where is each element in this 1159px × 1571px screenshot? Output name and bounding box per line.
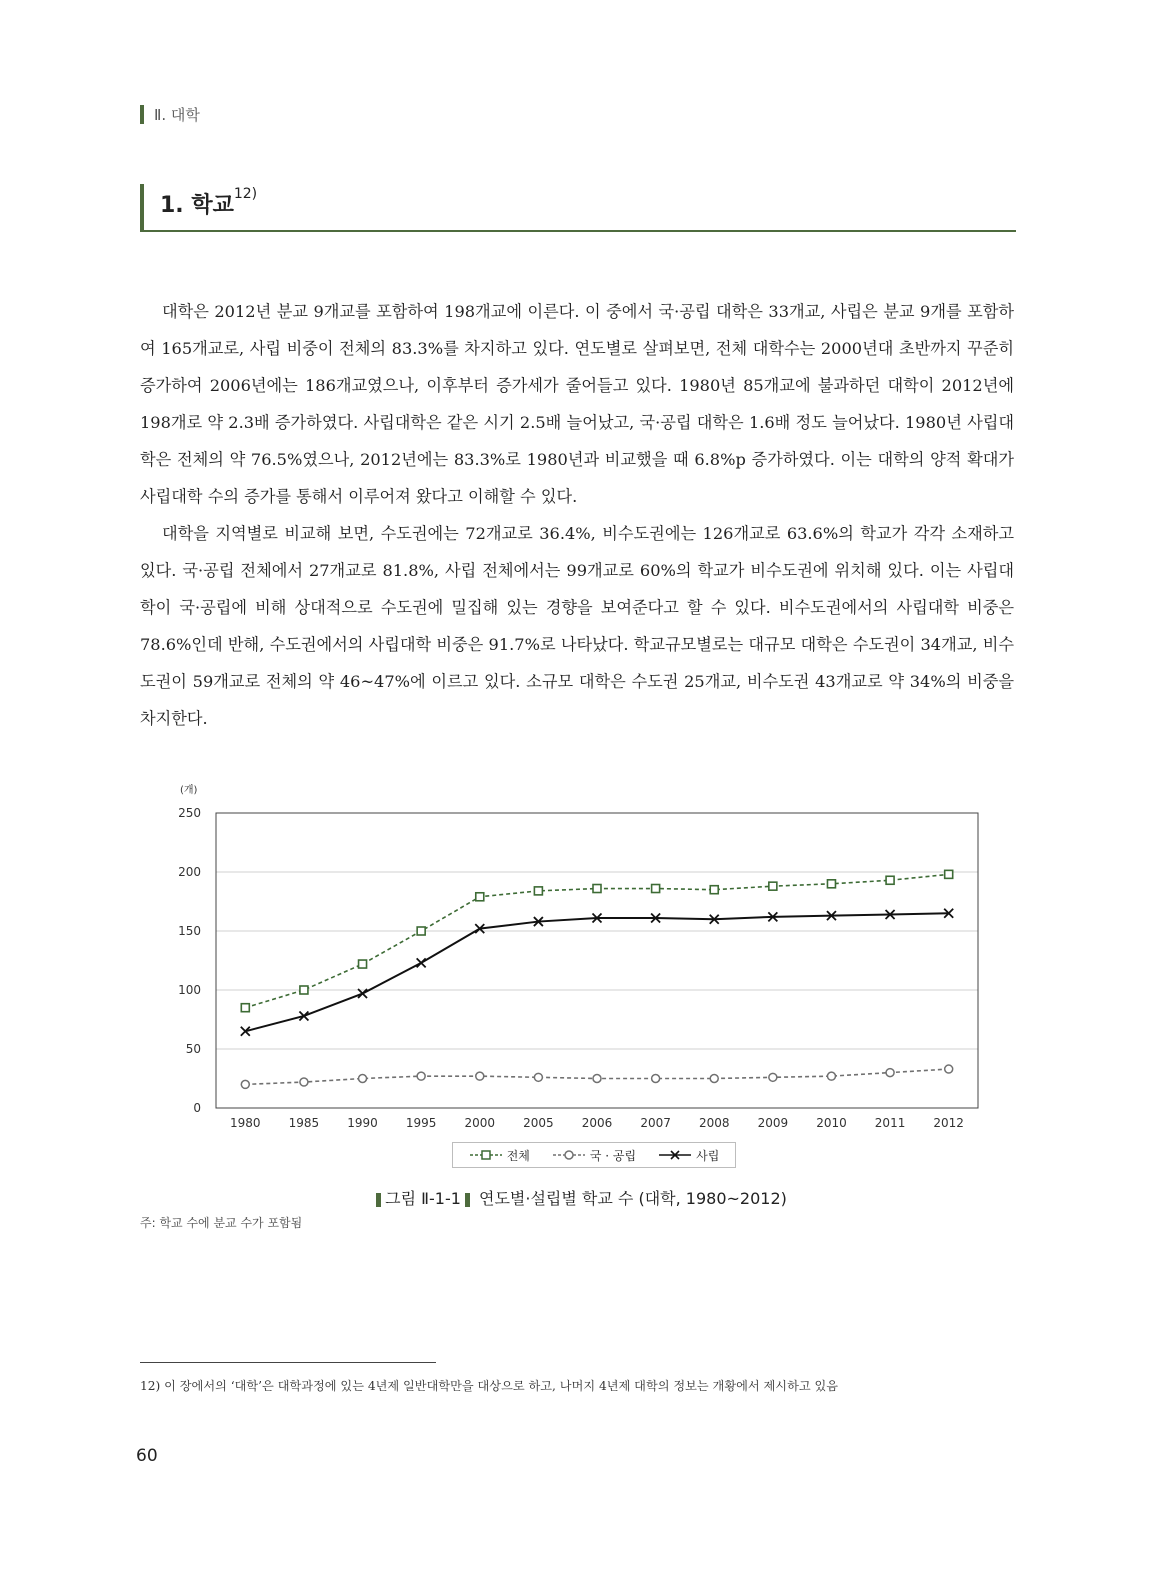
x-tick-labels xyxy=(230,1116,964,1130)
caption-mark-left xyxy=(376,1193,381,1207)
data-point-circle xyxy=(710,1075,718,1083)
data-point-square xyxy=(300,986,308,994)
data-point-circle xyxy=(359,1075,367,1083)
legend-item-public xyxy=(552,1147,636,1164)
x-tick-label: 2012 xyxy=(933,1116,964,1130)
page-number: 60 xyxy=(136,1446,158,1466)
legend-item-private xyxy=(658,1147,719,1164)
paragraph-2: 대학을 지역별로 비교해 보면, 수도권에는 72개교로 36.4%, 비수도권에는 126개교로 63.6%의 학교가 각각 소재하고 있다. 국·공립 전체에서 27개교로 81.8%, 사립 전체에서는 99개교로 60%의 학교가 비수도권에 위치해 있다. 이는 사립대학이 국·공립에 비해 상대적으로 수도권에 밀집해 있는 경향을 보여준다고 할 수 있다. 비수도권에서의 사립대학 비중은 78.6%인데 반해, 수도권에서의 사립대학 비중은 91.7%로 나타났다. 학교규모별로는 대규모 대학은 수도권이 34개교, 비수도권이 59개교로 전체의 약 46~47%에 이르고 있다. 소규모 대학은 수도권 25개교, 비수도권 43개교로 약 34%의 비중을 차지한다. xyxy=(140,524,1014,728)
data-point-square xyxy=(593,885,601,893)
figure-label: 그림 xyxy=(385,1189,417,1208)
legend-marker-circle-icon xyxy=(552,1149,586,1161)
data-point-square xyxy=(417,927,425,935)
data-point-x xyxy=(417,958,426,967)
chart-svg xyxy=(140,775,1020,1175)
data-point-circle xyxy=(827,1072,835,1080)
data-point-circle xyxy=(417,1072,425,1080)
data-point-square xyxy=(945,870,953,878)
legend-label-public: 국 · 공립 xyxy=(589,1148,637,1163)
data-point-square xyxy=(769,882,777,890)
legend-label-private: 사립 xyxy=(696,1148,720,1163)
data-point-square xyxy=(534,887,542,895)
paragraph-1: 대학은 2012년 분교 9개교를 포함하여 198개교에 이른다. 이 중에서 국·공립 대학은 33개교, 사립은 분교 9개를 포함하여 165개교로, 사립 비중이 전체의 83.3%를 차지하고 있다. 연도별로 살펴보면, 전체 대학수는 2000년대 초반까지 꾸준히 증가하여 2006년에는 186개교였으나, 이후부터 증가세가 줄어들고 있다. 1980년 85개교에 불과하던 대학이 2012년에 198개로 약 2.3배 증가하였다. 사립대학은 같은 시기 2.5배 늘어났고, 국·공립 대학은 1.6배 정도 늘어났다. 1980년 사립대학은 전체의 약 76.5%였으나, 2012년에는 83.3%로 1980년과 비교했을 때 6.8%p 증가하였다. 이는 대학의 양적 확대가 사립대학 수의 증가를 통해서 이루어져 왔다고 이해할 수 있다. xyxy=(140,302,1014,506)
data-point-circle xyxy=(769,1073,777,1081)
y-tick-label: 0 xyxy=(193,1101,201,1115)
data-point-square xyxy=(652,885,660,893)
running-head xyxy=(140,104,200,125)
x-tick-label: 2008 xyxy=(698,1116,730,1130)
data-point-circle xyxy=(945,1065,953,1073)
section-heading-bar xyxy=(140,184,144,230)
data-point-circle xyxy=(886,1069,894,1077)
data-point-square xyxy=(476,893,484,901)
x-tick-label: 2007 xyxy=(640,1116,671,1130)
x-tick-label: 1990 xyxy=(347,1116,378,1130)
y-tick-label: 50 xyxy=(185,1042,201,1056)
section-title: 1. 학교 xyxy=(160,193,234,218)
running-head-text: Ⅱ. 대학 xyxy=(154,106,200,124)
x-tick-label: 2010 xyxy=(816,1116,847,1130)
data-point-square xyxy=(359,960,367,968)
data-point-square xyxy=(827,880,835,888)
body-text xyxy=(140,293,1014,737)
running-head-bar xyxy=(140,105,144,124)
caption-mark-right xyxy=(465,1193,470,1207)
footnote: 12) 이 장에서의 ‘대학’은 대학과정에 있는 4년제 일반대학만을 대상으로 하고, 나머지 4년제 대학의 정보는 개황에서 제시하고 있음 xyxy=(140,1379,839,1393)
data-point-circle xyxy=(652,1075,660,1083)
x-tick-label: 1985 xyxy=(288,1116,320,1130)
x-tick-label: 2006 xyxy=(581,1116,613,1130)
section-heading xyxy=(140,182,1016,232)
series-line-0 xyxy=(245,874,948,1007)
x-tick-label: 2011 xyxy=(874,1116,906,1130)
x-tick-label: 2005 xyxy=(523,1116,554,1130)
section-heading-text xyxy=(160,188,257,219)
series-group xyxy=(241,870,953,1088)
data-point-circle xyxy=(241,1080,249,1088)
data-point-square xyxy=(241,1004,249,1012)
x-tick-label: 2009 xyxy=(757,1116,789,1130)
legend-label-total: 전체 xyxy=(506,1148,530,1163)
x-tick-label: 1980 xyxy=(230,1116,261,1130)
data-point-square xyxy=(710,886,718,894)
data-point-circle xyxy=(476,1072,484,1080)
y-tick-label: 250 xyxy=(178,806,201,820)
legend-marker-square-icon xyxy=(469,1149,503,1161)
y-unit-label: (개) xyxy=(180,785,198,796)
x-tick-label: 1995 xyxy=(405,1116,437,1130)
legend-item-total xyxy=(469,1147,530,1164)
y-tick-label: 100 xyxy=(178,983,201,997)
x-tick-label: 2000 xyxy=(464,1116,496,1130)
footnote-ref[interactable]: 12) xyxy=(233,186,258,202)
figure-note: 주: 학교 수에 분교 수가 포함됨 xyxy=(140,1216,303,1230)
figure-title: 연도별·설립별 학교 수 (대학, 1980~2012) xyxy=(479,1189,787,1208)
chart-legend xyxy=(452,1142,736,1168)
grid-lines xyxy=(216,872,978,1049)
plot-frame xyxy=(216,813,978,1108)
data-point-circle xyxy=(593,1075,601,1083)
y-tick-label: 150 xyxy=(178,924,201,938)
data-point-circle xyxy=(300,1078,308,1086)
data-point-circle xyxy=(534,1073,542,1081)
y-tick-labels xyxy=(178,806,201,1115)
figure-caption xyxy=(0,1186,1159,1209)
line-chart xyxy=(140,775,1020,1175)
data-point-square xyxy=(886,876,894,884)
y-tick-label: 200 xyxy=(178,865,201,879)
figure-number: Ⅱ-1-1 xyxy=(421,1189,461,1208)
footnote-divider xyxy=(140,1362,436,1363)
legend-marker-x-icon xyxy=(658,1149,692,1161)
